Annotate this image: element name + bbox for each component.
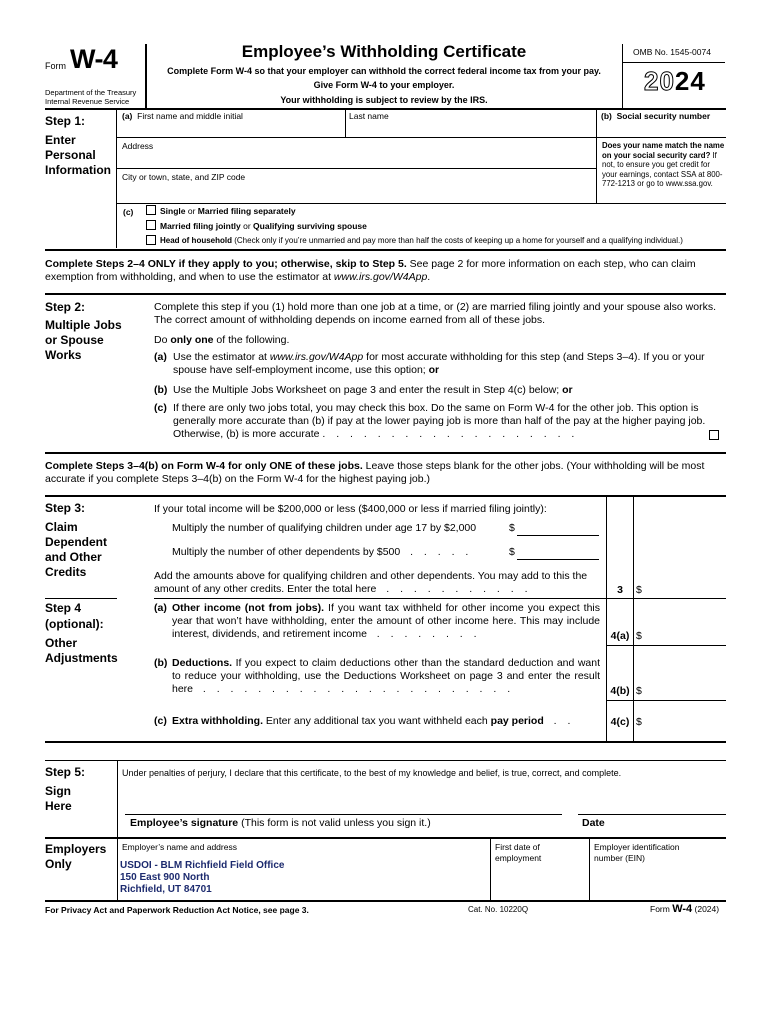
privacy-notice: For Privacy Act and Paperwork Reduction Act Notice, see page 3. — [45, 905, 309, 915]
step2-intro: Complete this step if you (1) hold more than one job at a time, or (2) are married filing jointly and your spouse also works. The correct amount of withholding depends on income earned from all of these jobs. — [154, 301, 717, 326]
option-b-text: Use the Multiple Jobs Worksheet on page 3 and enter the result in Step 4(c) below; or — [173, 384, 573, 396]
perjury-declaration: Under penalties of perjury, I declare that this certificate, to the best of my knowledge and belief, is true, correct, and complete. — [122, 768, 622, 778]
employee-signature-field[interactable] — [125, 790, 562, 814]
line-4a-amount-field[interactable] — [644, 626, 726, 644]
option-c-text: If there are only two jobs total, you may check this box. Do the same on Form W-4 for the other job. This option is generally more accurate than (b) if pay at the lower paying job is more than half of the pay at the higher paying job. Otherwise, (b) is more accurate . . . . . . . . . . . . . . . . . . . — [173, 402, 706, 440]
ssn-label: (b) Social security number — [601, 111, 711, 121]
line-3-number: 3 — [617, 584, 623, 596]
head-of-household-checkbox[interactable] — [146, 235, 156, 245]
steps-3-4-note: Complete Steps 3–4(b) on Form W-4 for only ONE of these jobs. Leave those steps blank for the other jobs. (Your withholding will be most accurate if you complete Steps 3–4(b) on the Form W-4 for the highest paying job.) — [45, 460, 705, 485]
qualifying-children-text: Multiply the number of qualifying children under age 17 by $2,000 — [172, 522, 477, 534]
two-jobs-checkbox[interactable] — [709, 430, 719, 440]
option-a-label: (a) — [154, 351, 167, 363]
form-subtitle-3: Your withholding is subject to review by the IRS. — [280, 95, 488, 105]
step4c-label: (c) — [154, 715, 167, 727]
step2-do-only: Do only one of the following. — [154, 334, 290, 346]
step4b-label: (b) — [154, 657, 168, 669]
step4a-label: (a) — [154, 602, 167, 614]
married-checkbox[interactable] — [146, 220, 156, 230]
employer-name-label: Employer’s name and address — [122, 842, 237, 852]
step1-title: Step 1: — [45, 114, 86, 128]
step4b-text: Deductions. If you expect to claim deductions other than the standard deduction and want to reduce your withholding, use the Deductions Worksheet on page 3 and enter the result here . . . . . . . . . . . . . . . . . . . . . . . — [172, 657, 600, 695]
ssa-note: Does your name match the name on your social security card? If not, to ensure you get credit for your earnings, contact SSA at 800-772-1213 or go to www.ssa.gov. — [602, 141, 725, 188]
filing-status-label: (c) — [123, 207, 134, 217]
first-date-label: First date of employment — [495, 842, 542, 863]
city-label: City or town, state, and ZIP code — [122, 172, 246, 182]
step1-subtitle: Enter Personal Information — [45, 133, 111, 177]
ssn-field[interactable] — [597, 120, 726, 137]
city-field[interactable] — [117, 181, 595, 201]
department-line2: Internal Revenue Service — [45, 97, 130, 106]
tax-year — [644, 66, 706, 97]
step3-add-text: Add the amounts above for qualifying children and other dependents. You may add to this the amount of any other credits. Enter the total here . . . . . . . . . . . — [154, 570, 588, 595]
step4-subtitle: Other Adjustments — [45, 636, 118, 665]
step4c-text: Extra withholding. Enter any additional tax you want withheld each pay period . . — [172, 715, 575, 727]
line-4b-amount-field[interactable] — [644, 681, 726, 699]
step5-subtitle: Sign Here — [45, 784, 72, 813]
first-date-field[interactable] — [491, 866, 588, 898]
signature-label: Employee’s signature (This form is not valid unless you sign it.) — [130, 817, 431, 829]
option-a-text: Use the estimator at www.irs.gov/W4App for most accurate withholding for this step (and Steps 3–4). If you or your spouse have self-employment income, use this option; or — [173, 351, 705, 376]
footer-form-id: Form W-4 (2024) — [650, 903, 720, 915]
steps-2-4-instructions: Complete Steps 2–4 ONLY if they apply to you; otherwise, skip to Step 5. See page 2 for more information on each step, who can claim exemption from withholding, and when to use the estimator at www.irs.gov/W4App. — [45, 258, 696, 283]
filing-option-hoh: Head of household (Check only if you’re unmarried and pay more than half the costs of keeping up a home for yourself and a qualifying individual.) — [160, 236, 683, 245]
step3-subtitle: Claim Dependent and Other Credits — [45, 520, 108, 579]
department-line1: Department of the Treasury — [45, 88, 137, 97]
form-subtitle-1: Complete Form W-4 so that your employer can withhold the correct federal income tax from your pay. — [167, 66, 601, 76]
step3-title: Step 3: — [45, 501, 86, 515]
line-4c-dollar: $ — [636, 716, 642, 728]
option-c-label: (c) — [154, 402, 167, 414]
w4app-link[interactable]: www.irs.gov/W4App — [333, 271, 428, 283]
option-b-label: (b) — [154, 384, 168, 396]
line-4c-amount-field[interactable] — [644, 712, 726, 730]
tax-year-solid: 24 — [674, 66, 706, 96]
step2-title: Step 2: — [45, 300, 86, 314]
form-number: W-4 — [70, 44, 118, 74]
qualifying-children-dollar: $ — [509, 522, 515, 534]
line-4a-dollar: $ — [636, 630, 642, 642]
line-4b-number: 4(b) — [610, 685, 630, 697]
single-checkbox[interactable] — [146, 205, 156, 215]
address-field[interactable] — [117, 150, 595, 167]
line-3-amount-field[interactable] — [644, 580, 726, 598]
estimator-link[interactable]: www.irs.gov/W4App — [269, 351, 364, 363]
other-dependents-dollar: $ — [509, 546, 515, 558]
filing-option-married: Married filing jointly or Qualifying surviving spouse — [160, 221, 367, 231]
employer-name-address[interactable]: USDOI - BLM Richfield Field Office 150 East 900 North Richfield, UT 84701 — [120, 860, 285, 895]
step3-intro: If your total income will be $200,000 or less ($400,000 or less if married filing jointly): — [154, 503, 547, 515]
form-label: Form — [45, 61, 66, 71]
line-3-dollar: $ — [636, 584, 642, 596]
first-name-field[interactable] — [117, 109, 345, 136]
line-4b-dollar: $ — [636, 685, 642, 697]
first-name-label: (a) First name and middle initial — [122, 111, 243, 121]
employers-only-title: Employers Only — [45, 842, 107, 871]
tax-year-outline: 20 — [644, 66, 675, 96]
form-subtitle-2: Give Form W-4 to your employer. — [313, 80, 455, 90]
line-4a-number: 4(a) — [610, 630, 630, 642]
step4-title: Step 4 — [45, 601, 82, 615]
last-name-field[interactable] — [346, 109, 595, 136]
last-name-label: Last name — [349, 111, 389, 121]
omb-number: OMB No. 1545-0074 — [633, 47, 711, 57]
line-4c-number: 4(c) — [610, 716, 630, 728]
step2-subtitle: Multiple Jobs or Spouse Works — [45, 318, 122, 362]
qualifying-children-field[interactable] — [517, 520, 599, 536]
filing-option-single: Single or Married filing separately — [160, 206, 296, 216]
catalog-number: Cat. No. 10220Q — [468, 905, 529, 914]
ein-label: Employer identification number (EIN) — [594, 842, 680, 863]
step4-optional: (optional): — [45, 617, 104, 631]
ein-field[interactable] — [590, 866, 726, 898]
step5-title: Step 5: — [45, 765, 86, 779]
other-dependents-text: Multiply the number of other dependents by $500 . . . . . — [172, 546, 473, 558]
date-label: Date — [582, 817, 605, 829]
step4a-text: Other income (not from jobs). If you want tax withheld for other income you expect this year that won’t have withholding, enter the amount of other income here. This may include interest, dividends, and retirement income . . . . . . . . — [172, 602, 600, 640]
signature-date-field[interactable] — [578, 790, 726, 814]
address-label: Address — [122, 141, 154, 151]
form-title: Employee’s Withholding Certificate — [241, 42, 527, 61]
other-dependents-field[interactable] — [517, 544, 599, 560]
